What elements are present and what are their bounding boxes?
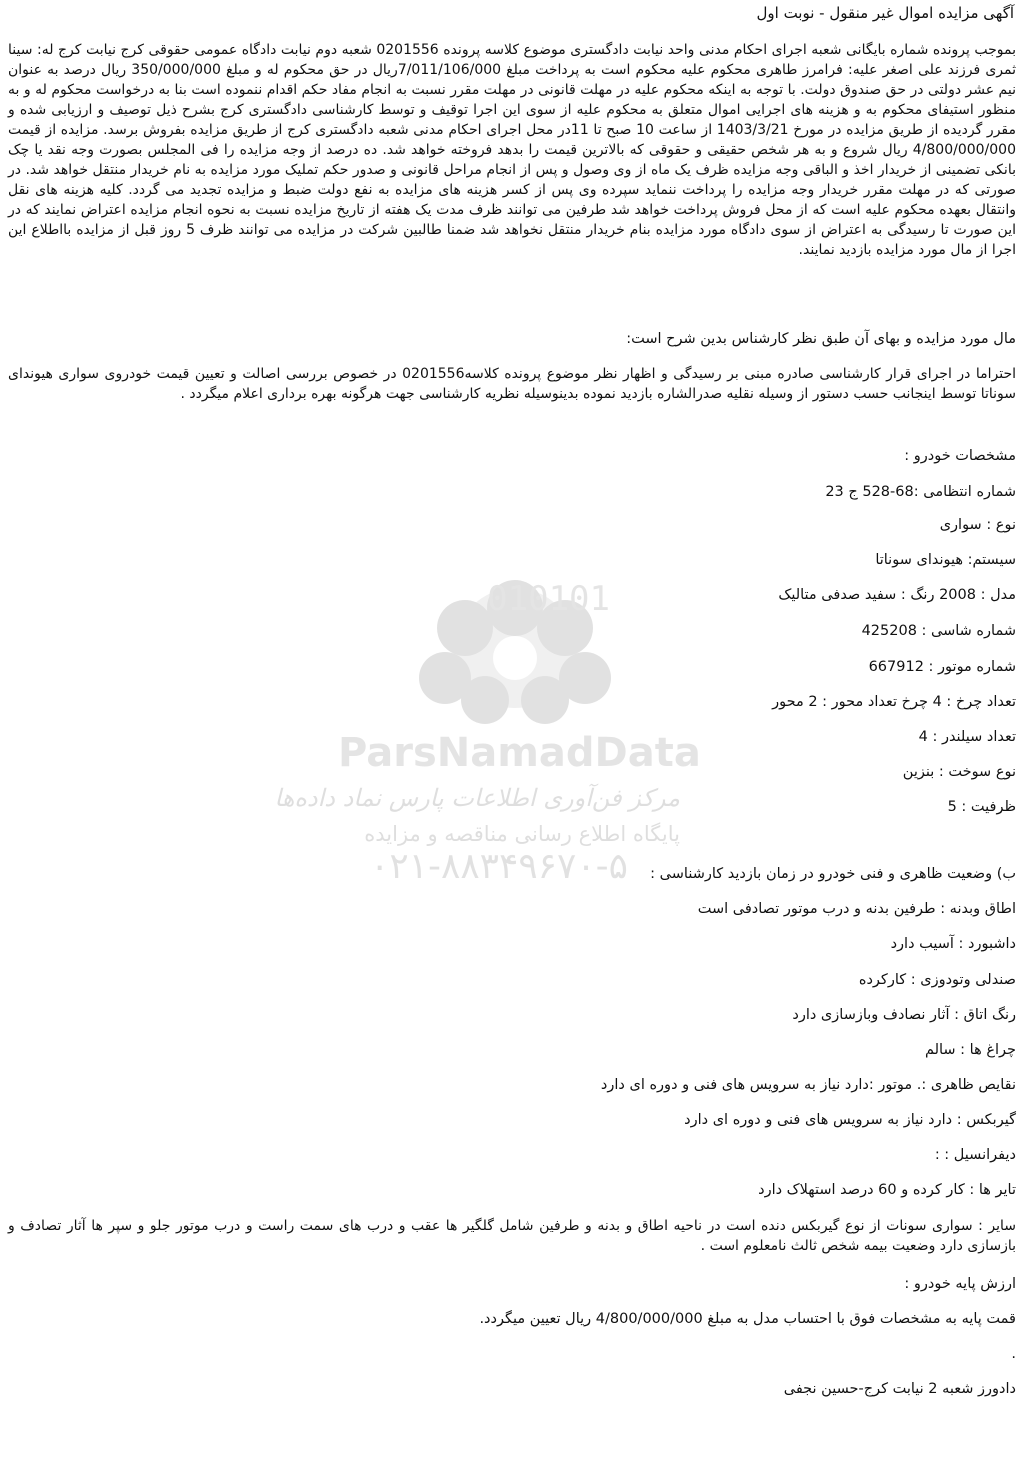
condition-other: سایر : سواری سونات از نوع گیربکس دنده است در ناحیه اطاق و بدنه و طرفین شامل گلگیر ها عقب و درب های سمت راست و درب موتور جلو و سپر ها آثار تصادف و بازسازی دارد وضعیت بیمه شخص ثالث نامعلوم است . (8, 1218, 1016, 1254)
condition-dashboard: داشبورد : آسیب دارد (890, 936, 1016, 952)
vehicle-chassis: شماره شاسی : 425208 (861, 623, 1016, 639)
valuation-dot: . (1011, 1346, 1016, 1362)
condition-body: اطاق وبدنه : طرفین بدنه و درب موتور تصادفی است (697, 901, 1016, 917)
condition-heading: ب) وضعیت ظاهری و فنی خودرو در زمان بازدید کارشناسی : (650, 866, 1016, 882)
subject-heading: مال مورد مزایده و بهای آن طبق نظر کارشناس بدین شرح است: (626, 331, 1016, 347)
vehicle-capacity: ظرفیت : 5 (947, 799, 1016, 815)
watermark-flower-icon (310, 570, 720, 910)
condition-gearbox: گیربکس : دارد نیاز به سرویس های فنی و دوره ای دارد (684, 1112, 1016, 1128)
watermark-phone: ۰۲۱-۸۸۳۴۹۶۷۰-۵ (370, 846, 629, 887)
vehicle-plate: شماره انتظامی :68-528 ج 23 (825, 484, 1016, 500)
vehicle-engine: شماره موتور : 667912 (868, 659, 1016, 675)
notice-title: آگهی مزایده اموال غیر منقول - نوبت اول (756, 4, 1014, 22)
signature-line: دادورز شعبه 2 نیابت کرج-حسین نجفی (783, 1381, 1016, 1397)
intro-paragraph: بموجب پرونده شماره بایگانی شعبه اجرای احکام مدنی واحد نیابت دادگستری موضوع کلاسه پرونده 0201556 شعبه دوم نیابت دادگاه عمومی حقوقی کرج نیابت کرج له: سینا ثمری فرزند علی اصغر علیه: فرامرز طاهری محکوم علیه محکوم است به پرداخت مبلغ 7/011/106/000ریال در حق محکوم له و مبلغ 350/000/000 ریال درصد به عنوان نیم عشر دولتی در حق صندوق دولت. با توجه به اینکه محکوم علیه در مهلت قانونی در مهلت مقرر نسبت به انجام مفاد حکم اقدام ننموده است بنا به درخواست محکوم له و به منظور استیفای محکوم به و هزینه های اجرایی اموال متعلق به محکوم علیه از سوی این اجرا توقیف و توسط کارشناسی دادگستری کرج بشرح ذیل توصیف و ارزیابی شده و مقرر گردیده از طریق مزایده در مورخ 1403/3/21 از ساعت 10 صبح تا 11در محل اجرای احکام مدنی شعبه دادگستری کرج از طریق مزایده بفروش برسد. مزایده از قیمت 4/800/000/000 ریال شروع و به هر شخص حقیقی و حقوقی که بالاترین قیمت را بدهد فروخته خواهد شد. ده درصد از وجه مزایده را فی المجلس بصورت وجه نقد یا چک بانکی تضمینی از خریدار اخذ و الباقی وجه مزایده ظرف یک ماه از وی وصول و پس از انجام مراحل قانونی و صدور حکم تملیک مورد مزایده به نام خریدار منتقل خواهد شد. در صورتی که در مهلت مقرر خریدار وجه مزایده را پرداخت ننماید سپرده وی پس از کسر هزینه های مزایده به نفع دولت ضبط و مزایده تجدید می گردد. کلیه هزینه های نقل وانتقال بعهده محکوم علیه است که از محل فروش پرداخت خواهد شد طرفین می توانند ظرف مدت یک هفته از تاریخ مزایده نسبت به نحوه انجام مزایده اعتراض نمایند که در این صورت تا رسیدگی به اعتراض از سوی دادگاه مورد مزایده بنام خریدار منتقل نخواهد شد ضمنا طالبین شرکت در مزایده می توانند ظرف 5 روز قبل از مزایده بااطلاع این اجرا از مال مورد مزایده بازدید نمایند. (8, 42, 1016, 258)
watermark-brand: ParsNamadData (338, 730, 701, 776)
condition-tires: تایر ها : کار کرده و 60 درصد استهلاک دارد (758, 1182, 1016, 1198)
condition-lights: چراغ ها : سالم (924, 1042, 1016, 1058)
vehicle-wheels-axles: تعداد چرخ : 4 چرخ تعداد محور : 2 محور (772, 694, 1016, 710)
watermark-line1: مرکز فن‌آوری اطلاعات پارس نماد داده‌ها (274, 784, 680, 812)
watermark-digits: 010101 (487, 579, 610, 619)
watermark-line2: پایگاه اطلاع رسانی مناقصه و مزایده (364, 822, 680, 846)
condition-seats: صندلی وتودوزی : کارکرده (858, 972, 1016, 988)
vehicle-cylinders: تعداد سیلندر : 4 (918, 729, 1016, 745)
vehicle-system: سیستم: هیوندای سوناتا (875, 552, 1016, 568)
condition-paint: رنگ اتاق : آثار نصادف وبازسازی دارد (792, 1007, 1016, 1023)
vehicle-heading: مشخصات خودرو : (904, 448, 1016, 464)
valuation-text: قمت پایه به مشخصات فوق با احتساب مدل به مبلغ 4/800/000/000 ریال تعیین میگردد. (479, 1311, 1016, 1327)
expert-intro-paragraph: احتراما در اجرای قرار کارشناسی صادره مبنی بر رسیدگی و اظهار نظر موضوع پرونده کلاسه0201556 در خصوص بررسی اصالت و تعیین قیمت خودروی سواری هیوندای سوناتا توسط اینجانب حسب دستور از وسیله نقلیه صدرالشاره بازدید نموده بدینوسیله نظریه کارشناسی جهت هرگونه بهره برداری اعلام میگردد . (8, 366, 1016, 402)
vehicle-type: نوع : سواری (939, 517, 1016, 533)
parsnamad-watermark (274, 570, 720, 910)
vehicle-model-color: مدل : 2008 رنگ : سفید صدفی متالیک (778, 587, 1016, 603)
condition-defects: نقایص ظاهری :. موتور :دارد نیاز به سرویس های فنی و دوره ای دارد (600, 1077, 1016, 1093)
vehicle-fuel: نوع سوخت : بنزین (902, 764, 1016, 780)
condition-differential: دیفرانسیل : : (934, 1147, 1016, 1163)
valuation-heading: ارزش پایه خودرو : (904, 1276, 1016, 1292)
